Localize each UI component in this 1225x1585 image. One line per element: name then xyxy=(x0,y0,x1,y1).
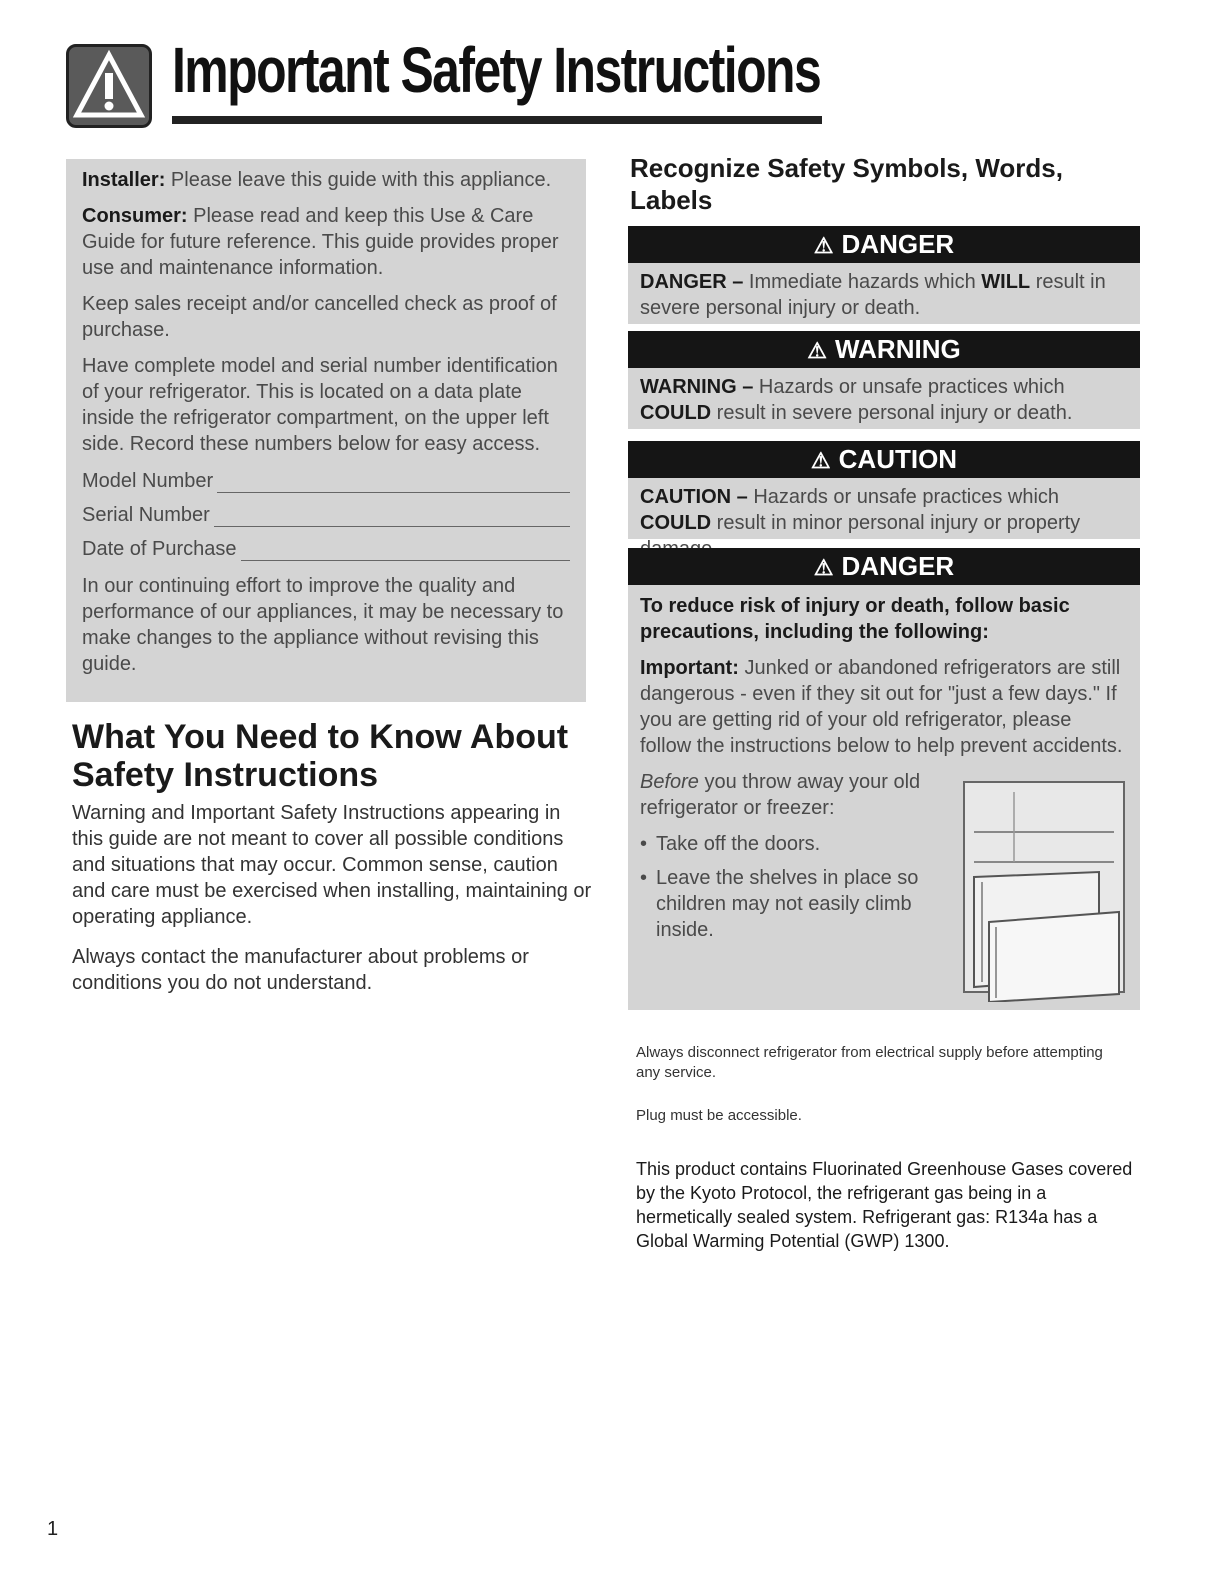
important-note: Important: Junked or abandoned refrigerators are still dangerous - even if they sit out for "just a few days." If you are getting rid of your old refrigerator, please follow the instructions below to help prevent accidents. xyxy=(640,657,1123,757)
precautions-heading: To reduce risk of injury or death, follow basic precautions, including the following: xyxy=(640,595,1070,643)
improvement-note: In our continuing effort to improve the quality and performance of our appliances, it may be necessary to make changes to the appliance without revising this guide. xyxy=(82,575,564,675)
refrigerator-illustration xyxy=(954,772,1134,1002)
warning-triangle-icon: ⚠ xyxy=(807,338,828,363)
installer-note: Installer: Please leave this guide with this appliance. xyxy=(82,169,552,191)
greenhouse-gas-note: This product contains Fluorinated Greenhouse Gases covered by the Kyoto Protocol, the refrigerant gas being in a hermetically sealed system. Refrigerant gas: R134a has a Global Warming Potential (GWP) 1300. xyxy=(636,1159,1133,1251)
page-title: Important Safety Instructions xyxy=(172,34,821,106)
serial-number-field[interactable]: Serial Number xyxy=(82,501,570,527)
warning-panel xyxy=(628,331,1140,429)
consumer-note: Consumer: Please read and keep this Use & Care Guide for future reference. This guide provides proper use and maintenance information. xyxy=(82,205,559,279)
danger-panel xyxy=(628,226,1140,324)
know-para-1: Warning and Important Safety Instructions appearing in this guide are not meant to cover all possible conditions and situations that may occur. Common sense, caution and care must be exercised when installing, maintaining or operating appliance. xyxy=(72,802,592,928)
symbols-section-title: Recognize Safety Symbols, Words, Labels xyxy=(630,153,1063,215)
installer-info-box xyxy=(66,159,586,702)
list-item: • Leave the shelves in place so children may not easily climb inside. xyxy=(640,867,919,941)
danger-bar: ⚠ DANGER xyxy=(628,226,1140,263)
warning-triangle-icon xyxy=(66,44,152,128)
date-of-purchase-field[interactable]: Date of Purchase xyxy=(82,535,570,561)
plug-note: Plug must be accessible. xyxy=(636,1107,802,1124)
receipt-note: Keep sales receipt and/or cancelled check as proof of purchase. xyxy=(82,293,557,341)
caution-definition: CAUTION – Hazards or unsafe practices which COULD result in minor personal injury or property xyxy=(640,486,1081,534)
refrigerator-disposal-panel xyxy=(628,548,1140,1010)
before-note: Before you throw away your old refrigerator or freezer: xyxy=(640,771,921,819)
warning-triangle-icon: ⚠ xyxy=(810,448,831,473)
caution-bar: ⚠ CAUTION xyxy=(628,441,1140,478)
model-info-note: Have complete model and serial number identification of your refrigerator. This is located on a data plate inside the refrigerator compartment, on the upper left side. Record these numbers below for easy access. xyxy=(82,355,558,455)
model-number-field[interactable]: Model Number xyxy=(82,467,570,493)
warning-triangle-icon: ⚠ xyxy=(813,233,834,258)
danger-bar: ⚠ DANGER xyxy=(628,548,1140,585)
warning-triangle-icon: ⚠ xyxy=(813,555,834,580)
danger-definition: DANGER – Immediate hazards which WILL result in severe personal injury or death. xyxy=(640,271,1106,319)
warning-bar: ⚠ WARNING xyxy=(628,331,1140,368)
page-number: 1 xyxy=(47,1518,59,1540)
warning-definition: WARNING – Hazards or unsafe practices which COULD result in severe personal injury or death. xyxy=(640,376,1073,424)
title-underline xyxy=(172,116,822,124)
disconnect-note: Always disconnect refrigerator from electrical supply before attempting any service. xyxy=(636,1044,1103,1081)
list-item: • Take off the doors. xyxy=(640,833,821,855)
know-section-title: What You Need to Know About Safety Instructions xyxy=(72,718,569,794)
know-para-2: Always contact the manufacturer about problems or conditions you do not understand. xyxy=(72,946,529,994)
caution-panel xyxy=(628,441,1140,539)
